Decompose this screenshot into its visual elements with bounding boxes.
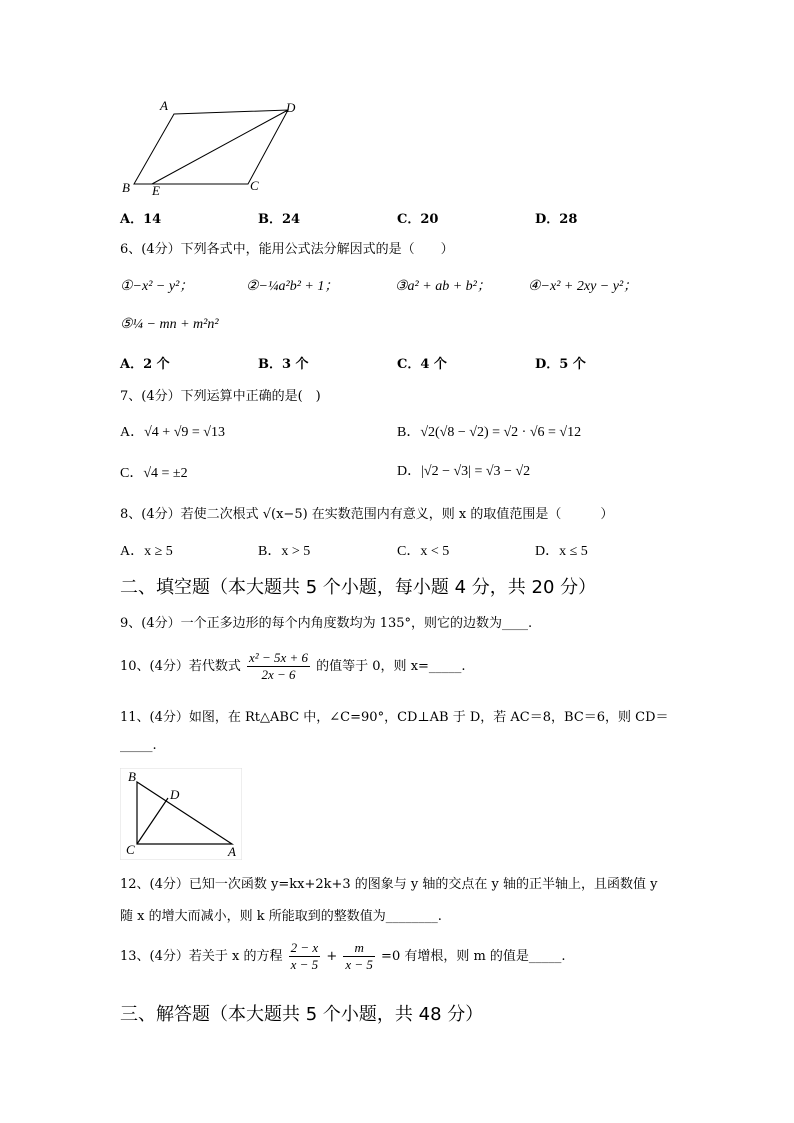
q13-fraction-2 — [343, 940, 375, 973]
q12-line1: 12、(4分）已知一次函数 y=kx+2k+3 的图象与 y 轴的交点在 y 轴的正半轴上，且函数值 y — [120, 877, 658, 892]
q13-numerator-1: 2 − x — [290, 940, 319, 955]
q6-item-5: ⑤¼ − mn + m²n² — [120, 317, 219, 332]
q6-item-3: ③a² + ab + b²； — [395, 279, 491, 294]
label-e: E — [152, 183, 160, 198]
parallelogram-figure — [118, 96, 318, 200]
q11-line2: _____. — [120, 738, 157, 753]
q13-plus: + — [326, 949, 338, 964]
q7-stem: 7、(4分）下列运算中正确的是( ) — [120, 389, 321, 404]
q10-prefix: 10、(4分）若代数式 — [120, 659, 241, 674]
q9-text: 9、(4分）一个正多边形的每个内角度数均为 135°，则它的边数为____. — [120, 616, 533, 631]
q10-numerator: x² − 5x + 6 — [249, 650, 309, 665]
q6-item-2: ②−¼a²b² + 1； — [246, 279, 339, 294]
q13-fraction-1 — [289, 940, 321, 973]
q5-option-d: D．28 — [535, 212, 578, 227]
q6-option-c: C．4 个 — [397, 357, 447, 372]
q10-suffix: 的值等于 0，则 x=_____. — [316, 659, 466, 674]
q13-suffix: =0 有增根，则 m 的值是_____. — [381, 949, 566, 964]
q13-prefix: 13、(4分）若关于 x 的方程 — [120, 949, 283, 964]
label-d: D — [170, 787, 180, 802]
q7-option-d: D．|√2 − √3| = √3 − √2 — [397, 464, 531, 479]
q6-stem: 6、(4分）下列各式中，能用公式法分解因式的是（ ） — [120, 242, 454, 257]
q13-denominator-1: x − 5 — [290, 957, 319, 972]
q8-option-c: C．x < 5 — [397, 544, 450, 559]
label-b: B — [128, 769, 136, 784]
q11-line1: 11、(4分）如图，在 Rt△ABC 中，∠C=90°，CD⊥AB 于 D，若 AC＝8，BC＝6，则 CD＝ — [120, 710, 669, 725]
label-d: D — [286, 100, 296, 115]
section-2-heading: 二、填空题（本大题共 5 个小题，每小题 4 分，共 20 分） — [120, 577, 597, 598]
q10 — [120, 650, 466, 683]
q8-option-a: A．x ≥ 5 — [120, 544, 173, 559]
label-c: C — [250, 178, 259, 193]
q6-item-4: ④−x² + 2xy − y²； — [528, 279, 638, 294]
label-c: C — [126, 842, 135, 857]
q8-option-d: D．x ≤ 5 — [535, 544, 588, 559]
q5-option-a: A．14 — [120, 212, 162, 227]
q6-option-b: B．3 个 — [258, 357, 309, 372]
q6-option-a: A．2 个 — [120, 357, 170, 372]
q7-option-b: B．√2(√8 − √2) = √2 · √6 = √12 — [397, 425, 582, 440]
q13 — [120, 940, 566, 973]
q10-fraction — [247, 650, 310, 683]
q13-denominator-2: x − 5 — [345, 957, 373, 972]
label-a: A — [228, 844, 236, 859]
q7-option-c: C．√4 = ±2 — [120, 466, 188, 481]
q7-option-a: A．√4 + √9 = √13 — [120, 425, 225, 440]
q5-option-b: B．24 — [258, 212, 301, 227]
q8-stem: 8、(4分）若使二次根式 √(x−5) 在实数范围内有意义，则 x 的取值范围是（ ） — [120, 507, 614, 522]
q12-line2: 随 x 的增大而减小，则 k 所能取到的整数值为________. — [120, 909, 442, 924]
q6-item-1: ①−x² − y²； — [120, 279, 194, 294]
q5-option-c: C．20 — [397, 212, 439, 227]
label-b: B — [122, 180, 130, 195]
section-3-heading: 三、解答题（本大题共 5 个小题，共 48 分） — [120, 1004, 484, 1025]
q8-option-b: B．x > 5 — [258, 544, 311, 559]
triangle-figure — [120, 768, 242, 860]
q10-denominator: 2x − 6 — [261, 667, 296, 682]
q6-option-d: D．5 个 — [535, 357, 586, 372]
label-a: A — [160, 98, 168, 113]
q13-numerator-2: m — [343, 940, 375, 957]
